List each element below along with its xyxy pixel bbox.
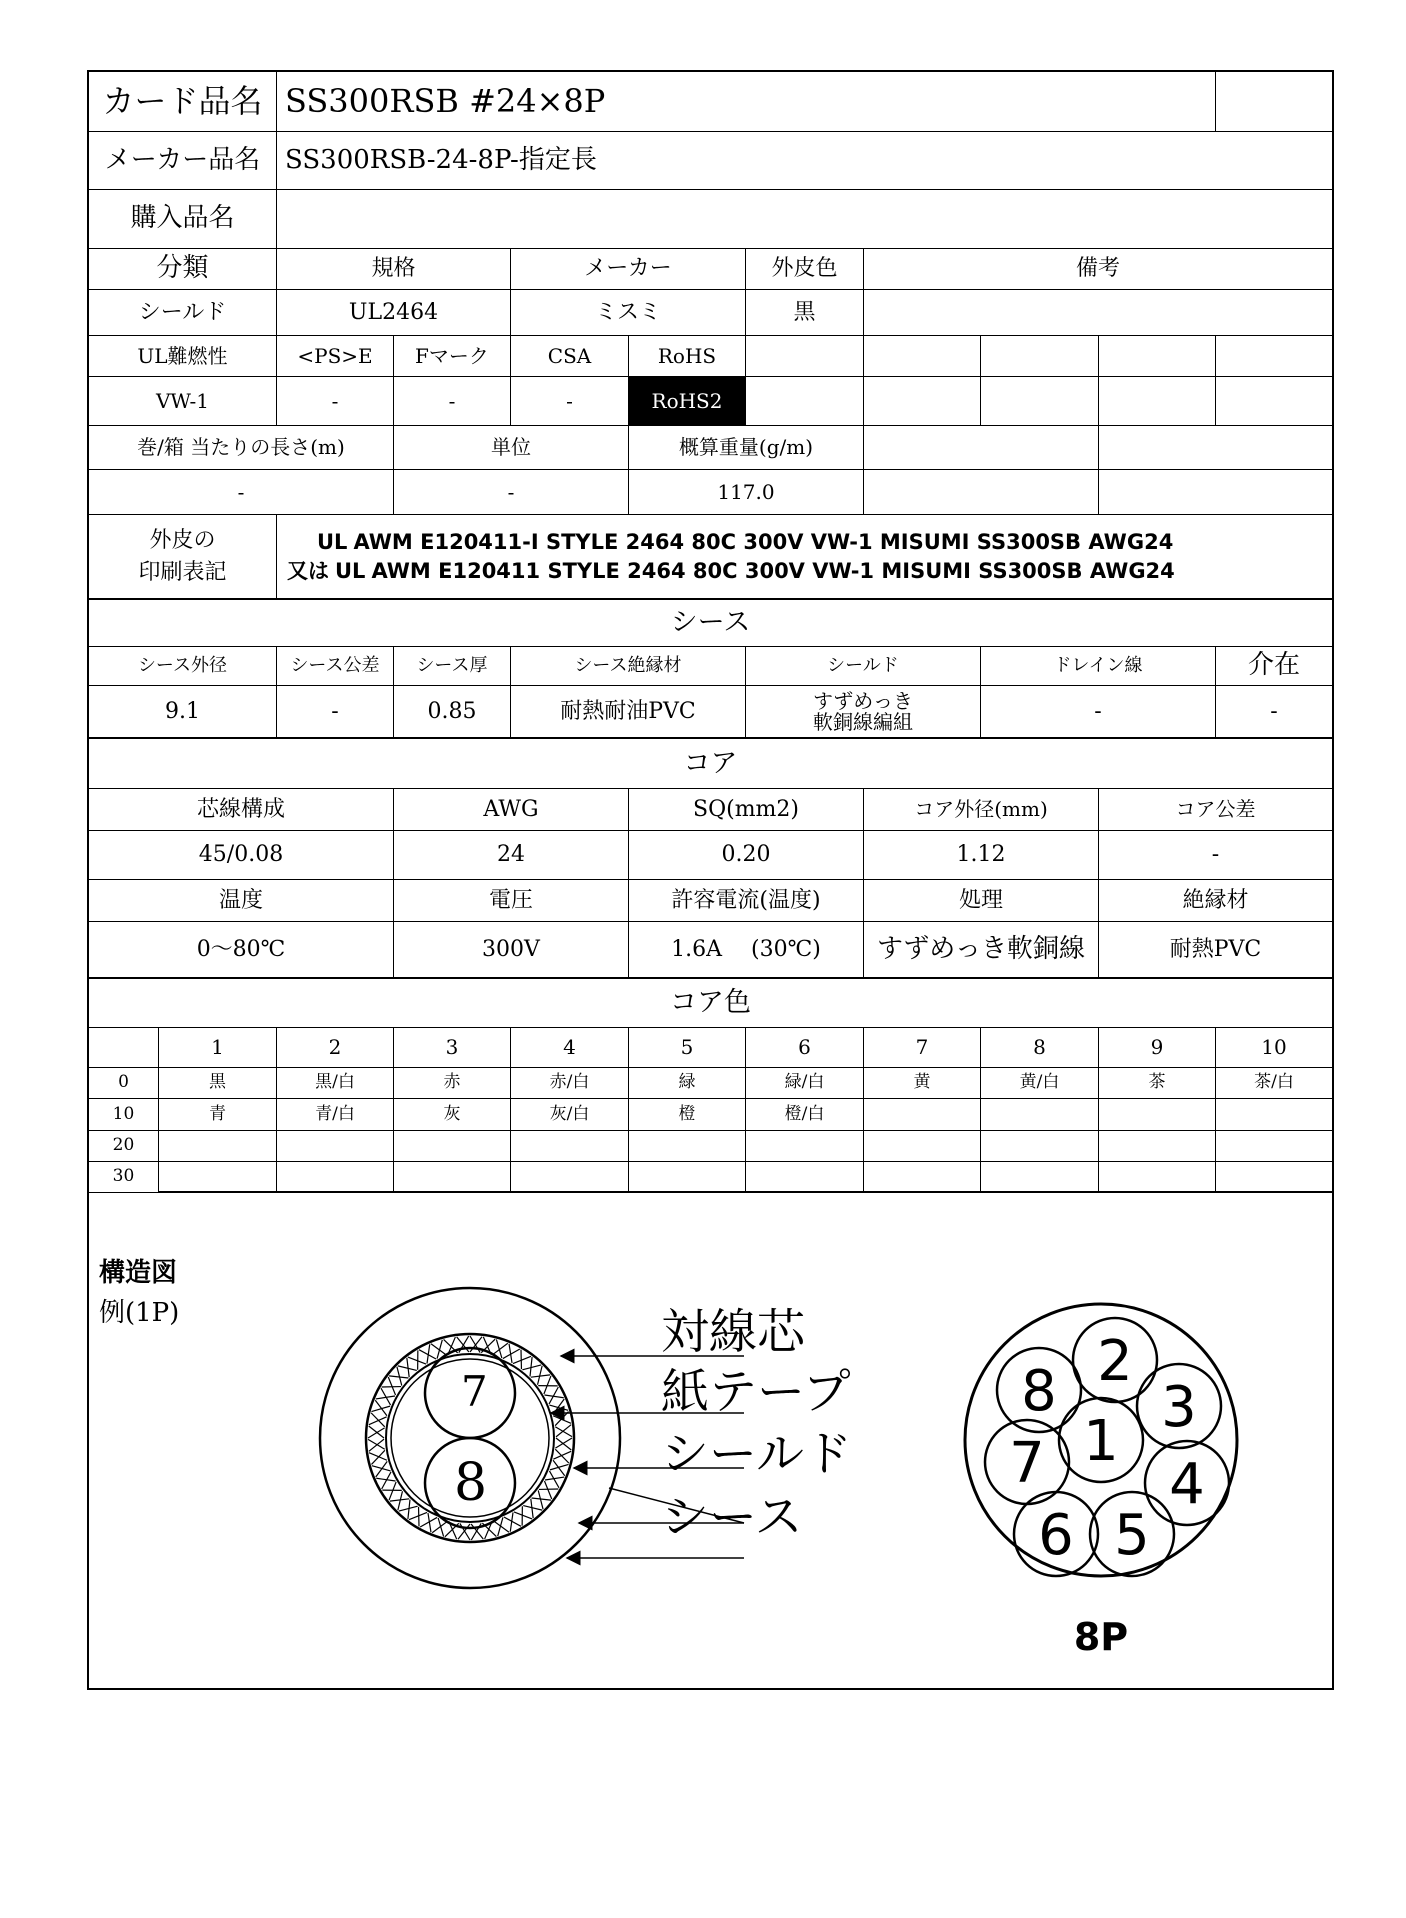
core-color-cell — [981, 1099, 1099, 1131]
cert-empty-header-8 — [1099, 336, 1216, 377]
length-empty-d — [1099, 470, 1332, 515]
core-color-cell — [1216, 1162, 1332, 1193]
print-line-2-text: AWM E120411 STYLE 2464 80C 300V VW-1 MISUMI SS300SB AWG24 — [371, 558, 1175, 583]
sheath-value-2: 0.85 — [394, 686, 511, 739]
braid-strand — [514, 1512, 532, 1519]
print-line-1 — [317, 530, 1173, 554]
maker-part-label: メーカー品名 — [89, 132, 277, 190]
braid-strand — [555, 1449, 569, 1463]
braid-strand — [371, 1450, 384, 1464]
length-empty-b — [1099, 426, 1332, 470]
braid-strand — [553, 1451, 571, 1459]
core-color-cell — [511, 1131, 629, 1162]
general-header-2: メーカー — [511, 249, 746, 290]
core-color-cell — [629, 1131, 746, 1162]
sheath-header-4: シールド — [746, 647, 981, 686]
braid-strand — [388, 1377, 395, 1395]
core-row2-header-3: 処理 — [864, 880, 1099, 922]
cert-empty-value-6 — [864, 377, 981, 426]
length-value-2: 117.0 — [629, 470, 864, 515]
core-color-cell — [1216, 1131, 1332, 1162]
core-row2-value-3: すずめっき軟銅線 — [864, 922, 1099, 979]
label-pair-core: 対線芯 — [661, 1304, 806, 1360]
core-color-col-3: 3 — [394, 1028, 511, 1068]
core-row2-header-2: 許容電流(温度) — [629, 880, 864, 922]
sheath-header-6: 介在 — [1216, 647, 1332, 686]
pair-number-8: 8 — [454, 1453, 488, 1513]
core-color-row-label-1: 10 — [89, 1099, 159, 1131]
purchase-value — [277, 190, 1332, 249]
core-number: 1 — [1083, 1409, 1119, 1474]
sheath-value-0: 9.1 — [89, 686, 277, 739]
cert-empty-header-9 — [1216, 336, 1332, 377]
length-empty-a — [864, 426, 1099, 470]
braid-strand — [369, 1453, 387, 1461]
core-color-cell — [746, 1162, 864, 1193]
diagram-subtitle: 例(1P) — [99, 1298, 180, 1328]
cert-header-3: CSA — [511, 336, 629, 377]
core-color-cell — [394, 1162, 511, 1193]
core-number: 7 — [1009, 1431, 1045, 1496]
core-color-col-7: 7 — [864, 1028, 981, 1068]
core-color-cell: 赤 — [394, 1068, 511, 1099]
core-color-cell — [981, 1162, 1099, 1193]
length-header-0: 巻/箱 当たりの長さ(m) — [89, 426, 394, 470]
cert-value-2: - — [394, 377, 511, 426]
core-color-cell — [629, 1162, 746, 1193]
core-color-cell: 茶/白 — [1216, 1068, 1332, 1099]
core-color-cell — [864, 1099, 981, 1131]
core-row1-value-2: 0.20 — [629, 831, 864, 880]
ul-mark-icon: UL — [335, 558, 366, 583]
core-color-cell — [1099, 1162, 1216, 1193]
core-color-col-5: 5 — [629, 1028, 746, 1068]
braid-strand — [408, 1357, 426, 1364]
core-color-cell: 青/白 — [277, 1099, 394, 1131]
sheath-header-0: シース外径 — [89, 647, 277, 686]
core-color-cell: 黒 — [159, 1068, 277, 1099]
core-color-cell — [1099, 1099, 1216, 1131]
print-label-line2: 印刷表記 — [138, 559, 227, 585]
maker-part-value: SS300RSB-24-8P-指定長 — [277, 132, 1332, 190]
cert-header-4: RoHS — [629, 336, 746, 377]
core-color-cell: 赤/白 — [511, 1068, 629, 1099]
core-title: コア — [89, 739, 1332, 789]
cable-cross-section-svg — [89, 1238, 1332, 1688]
pair-number-7: 7 — [461, 1367, 488, 1416]
general-value-3: 黒 — [746, 290, 864, 336]
cert-header-0: UL難燃性 — [89, 336, 277, 377]
general-header-3: 外皮色 — [746, 249, 864, 290]
sheath-header-2: シース厚 — [394, 647, 511, 686]
card-name-value: SS300RSB #24×8P — [277, 72, 1216, 132]
core-color-cell: 青 — [159, 1099, 277, 1131]
core-color-cell — [277, 1131, 394, 1162]
core-row1-header-3: コア外径(mm) — [864, 789, 1099, 831]
core-color-cell — [1099, 1131, 1216, 1162]
core-number: 8 — [1021, 1359, 1057, 1424]
length-value-0: - — [89, 470, 394, 515]
length-header-1: 単位 — [394, 426, 629, 470]
core-color-col-4: 4 — [511, 1028, 629, 1068]
core-color-row-label-2: 20 — [89, 1131, 159, 1162]
core-color-cell — [864, 1162, 981, 1193]
core-color-cell — [511, 1162, 629, 1193]
print-line-2-prefix: 又は — [287, 558, 329, 583]
cert-empty-value-7 — [981, 377, 1099, 426]
core-row2-header-1: 電圧 — [394, 880, 629, 922]
core-color-col-2: 2 — [277, 1028, 394, 1068]
length-value-1: - — [394, 470, 629, 515]
general-value-1: UL2464 — [277, 290, 511, 336]
braid-strand — [544, 1481, 551, 1499]
core-color-cell — [1216, 1099, 1332, 1131]
core-color-cell: 黒/白 — [277, 1068, 394, 1099]
braid-strand — [409, 1512, 427, 1519]
core-row1-header-0: 芯線構成 — [89, 789, 394, 831]
sheath-header-1: シース公差 — [277, 647, 394, 686]
core-color-row-label-0: 0 — [89, 1068, 159, 1099]
label-paper-tape: 紙テープ — [661, 1364, 851, 1420]
length-empty-c — [864, 470, 1099, 515]
core-color-col-1: 1 — [159, 1028, 277, 1068]
spec-sheet — [87, 70, 1334, 1690]
general-value-2: ミスミ — [511, 290, 746, 336]
length-header-2: 概算重量(g/m) — [629, 426, 864, 470]
sheath-header-3: シース絶縁材 — [511, 647, 746, 686]
core-row2-header-4: 絶縁材 — [1099, 880, 1332, 922]
cert-header-1: <PS>E — [277, 336, 394, 377]
core-row1-header-4: コア公差 — [1099, 789, 1332, 831]
core-color-col-10: 10 — [1216, 1028, 1332, 1068]
cert-value-0: VW-1 — [89, 377, 277, 426]
braid-strand — [369, 1417, 387, 1425]
core-row2-header-0: 温度 — [89, 880, 394, 922]
core-color-cell: 緑 — [629, 1068, 746, 1099]
sheath-value-6: - — [1216, 686, 1332, 739]
cert-empty-value-8 — [1099, 377, 1216, 426]
cert-value-4: RoHS2 — [629, 377, 746, 426]
label-shield: シールド — [661, 1426, 853, 1482]
core-color-cell: 黄/白 — [981, 1068, 1099, 1099]
core-color-title: コア色 — [89, 979, 1332, 1028]
print-line-1-text: AWM E120411-I STYLE 2464 80C 300V VW-1 MISUMI SS300SB AWG24 — [353, 530, 1174, 555]
sheath-value-1: - — [277, 686, 394, 739]
sheath-value-4 — [746, 686, 981, 739]
core-color-cell — [981, 1131, 1099, 1162]
caption-8p: 8P — [1073, 1615, 1129, 1659]
8p-cross-section — [965, 1304, 1237, 1659]
diagram-title: 構造図 — [99, 1258, 178, 1288]
core-color-cell — [277, 1162, 394, 1193]
general-value-0: シールド — [89, 290, 277, 336]
core-color-col-6: 6 — [746, 1028, 864, 1068]
braid-strand — [371, 1413, 385, 1427]
cert-value-1: - — [277, 377, 394, 426]
core-row1-value-1: 24 — [394, 831, 629, 880]
print-label — [89, 515, 277, 600]
ul-mark-icon: UL — [317, 530, 348, 555]
card-name-extra — [1216, 72, 1332, 132]
sheath-value-3: 耐熱耐油PVC — [511, 686, 746, 739]
core-color-cell: 灰 — [394, 1099, 511, 1131]
purchase-label: 購入品名 — [89, 190, 277, 249]
core-number: 5 — [1114, 1503, 1150, 1568]
cert-empty-header-5 — [746, 336, 864, 377]
diagram-labels — [661, 1304, 852, 1545]
braid-strand — [544, 1376, 551, 1394]
general-header-4: 備考 — [864, 249, 1332, 290]
core-number: 6 — [1038, 1503, 1074, 1568]
core-color-col-8: 8 — [981, 1028, 1099, 1068]
core-row2-value-2: 1.6A (30℃) — [629, 922, 864, 979]
general-value-4 — [864, 290, 1332, 336]
core-color-cell: 黄 — [864, 1068, 981, 1099]
core-number: 4 — [1169, 1452, 1205, 1517]
sheath-shield-line1: すずめっき — [813, 688, 913, 713]
braid-strand — [513, 1356, 531, 1363]
braid-strand — [553, 1416, 571, 1424]
sheath-shield-line2: 軟銅線編組 — [813, 709, 913, 734]
print-label-line1: 外皮の — [149, 528, 216, 554]
braid-strand — [389, 1482, 396, 1500]
core-row1-header-2: SQ(mm2) — [629, 789, 864, 831]
print-marking — [277, 515, 1332, 600]
core-color-cell — [864, 1131, 981, 1162]
core-row1-value-3: 1.12 — [864, 831, 1099, 880]
sheath-header-5: ドレイン線 — [981, 647, 1216, 686]
sheath-title: シース — [89, 600, 1332, 647]
cert-value-3: - — [511, 377, 629, 426]
core-number: 3 — [1161, 1375, 1197, 1440]
core-color-cell — [159, 1162, 277, 1193]
core-row1-value-4: - — [1099, 831, 1332, 880]
core-color-row-label-3: 30 — [89, 1162, 159, 1193]
core-color-cell — [159, 1131, 277, 1162]
core-color-col-9: 9 — [1099, 1028, 1216, 1068]
cert-header-2: Fマーク — [394, 336, 511, 377]
core-color-cell: 橙 — [629, 1099, 746, 1131]
general-header-0: 分類 — [89, 249, 277, 290]
cert-empty-value-5 — [746, 377, 864, 426]
print-line-2 — [287, 559, 1175, 583]
core-color-cell: 茶 — [1099, 1068, 1216, 1099]
core-color-cell — [746, 1131, 864, 1162]
cert-empty-header-7 — [981, 336, 1099, 377]
core-number: 2 — [1097, 1329, 1133, 1394]
core-color-cell: 緑/白 — [746, 1068, 864, 1099]
core-row2-value-0: 0～80℃ — [89, 922, 394, 979]
core-row2-value-1: 300V — [394, 922, 629, 979]
cert-empty-header-6 — [864, 336, 981, 377]
sheath-value-5: - — [981, 686, 1216, 739]
core-color-cell — [394, 1131, 511, 1162]
core-row1-value-0: 45/0.08 — [89, 831, 394, 880]
general-header-1: 規格 — [277, 249, 511, 290]
structure-diagram — [89, 1238, 1332, 1686]
core-color-corner — [89, 1028, 159, 1068]
core-row1-header-1: AWG — [394, 789, 629, 831]
core-row2-value-4: 耐熱PVC — [1099, 922, 1332, 979]
core-color-cell: 橙/白 — [746, 1099, 864, 1131]
core-color-cell: 灰/白 — [511, 1099, 629, 1131]
cert-empty-value-9 — [1216, 377, 1332, 426]
card-name-label: カード品名 — [89, 72, 277, 132]
label-sheath: シース — [661, 1489, 803, 1545]
